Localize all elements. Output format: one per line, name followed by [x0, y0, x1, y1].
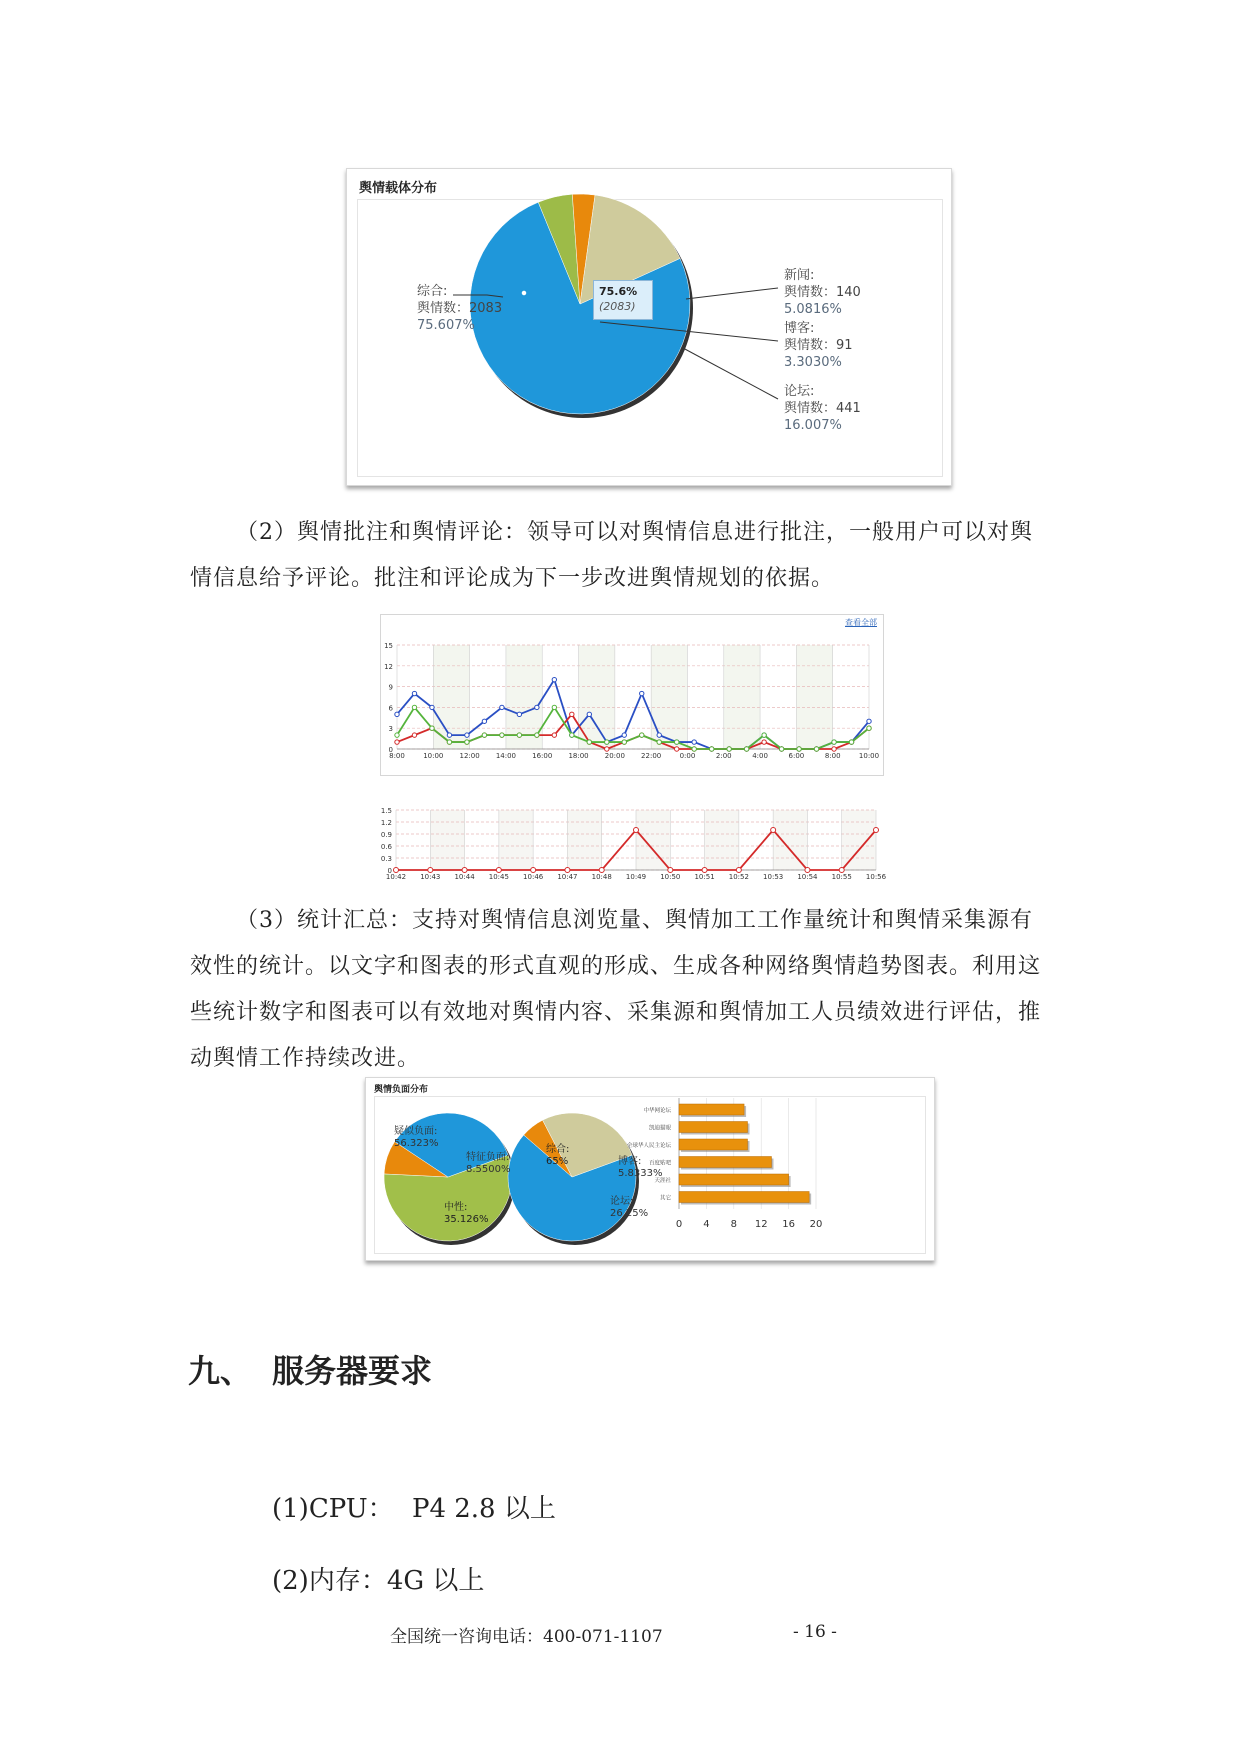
series-point — [634, 828, 639, 833]
plot-band — [773, 810, 807, 870]
slice-pct: 56.323% — [394, 1138, 439, 1149]
slice-label-zonghe — [417, 283, 502, 334]
section-title: 服务器要求 — [272, 1352, 433, 1390]
slice-name: 特征负面: — [466, 1152, 510, 1163]
plot-band — [533, 810, 567, 870]
slice-label-forum — [784, 383, 861, 434]
x-tick-label: 12:00 — [459, 752, 480, 760]
slice-pct: 26.25% — [610, 1208, 649, 1219]
x-tick-label: 10:50 — [660, 873, 681, 881]
series-point — [447, 733, 451, 737]
bar-x-tick-label: 20 — [809, 1219, 823, 1230]
view-all-link[interactable]: 查看全部 — [845, 618, 877, 627]
bar-x-tick-label: 16 — [782, 1219, 795, 1230]
plot-band — [687, 645, 723, 749]
page-number: - 16 - — [793, 1622, 837, 1642]
y-tick-label: 12 — [384, 662, 393, 671]
series-point — [412, 733, 416, 737]
slice-count: 舆情数：2083 — [417, 301, 503, 316]
series-point — [500, 733, 504, 737]
series-point — [500, 705, 504, 709]
series-point — [395, 740, 399, 744]
series-point — [482, 733, 486, 737]
requirement-memory — [272, 1560, 484, 1597]
x-tick-label: 18:00 — [568, 752, 589, 760]
y-tick-label: 0.6 — [380, 843, 392, 851]
series-point — [867, 726, 871, 730]
x-tick-label: 4:00 — [752, 752, 768, 760]
slice-pct: 3.3030% — [784, 355, 842, 370]
series-point — [814, 747, 818, 751]
slice-pct: 5.0816% — [784, 302, 842, 317]
slice-label-blog — [784, 320, 853, 371]
slice-name: 博客: — [784, 321, 815, 336]
pie2-label-blog — [618, 1156, 663, 1180]
series-point — [702, 868, 707, 873]
section-heading — [188, 1346, 432, 1392]
slice-name: 博客: — [618, 1156, 642, 1167]
tooltip-percent: 75.6% — [599, 285, 638, 298]
bar-0 — [679, 1104, 744, 1115]
series-point — [640, 691, 644, 695]
requirement-value: P4 2.8 以上 — [411, 1494, 556, 1524]
plot-band — [615, 645, 651, 749]
y-tick-label: 9 — [388, 683, 393, 692]
plot-band — [842, 810, 876, 870]
bar-x-tick-label: 4 — [703, 1219, 710, 1230]
carrier-distribution-panel — [346, 168, 952, 486]
slice-name: 中性: — [444, 1202, 468, 1213]
series-point — [517, 712, 521, 716]
series-point — [531, 868, 536, 873]
series-point — [395, 712, 399, 716]
series-point — [535, 733, 539, 737]
slice-name: 综合: — [546, 1144, 570, 1155]
x-tick-label: 16:00 — [532, 752, 553, 760]
x-tick-label: 10:49 — [625, 873, 647, 881]
paragraph-statistics — [190, 898, 1052, 1082]
series-point — [727, 747, 731, 751]
series-point — [805, 868, 810, 873]
negative-distribution-title: 舆情负面分布 — [374, 1085, 429, 1095]
x-tick-label: 10:54 — [797, 873, 818, 881]
x-tick-label: 10:43 — [420, 873, 441, 881]
series-point — [412, 691, 416, 695]
y-tick-label: 6 — [388, 704, 393, 713]
plot-band — [796, 645, 832, 749]
plot-band — [465, 810, 499, 870]
series-point — [832, 740, 836, 744]
plot-band — [739, 810, 773, 870]
plot-band — [602, 810, 636, 870]
x-tick-label: 10:53 — [763, 873, 784, 881]
minute-line-chart — [380, 796, 887, 881]
negative-distribution-panel — [365, 1077, 935, 1261]
series-point — [849, 740, 853, 744]
footer-contact: 全国统一咨询电话：400-071-1107 — [390, 1627, 663, 1647]
slice-name: 论坛: — [610, 1196, 634, 1207]
bar-category-label: 凯迪猫眼 — [648, 1125, 671, 1132]
series-point — [395, 733, 399, 737]
requirement-cpu — [272, 1488, 556, 1525]
bar-x-tick-label: 8 — [730, 1219, 737, 1230]
x-tick-label: 10:42 — [385, 873, 407, 881]
slice-pct: 35.126% — [444, 1214, 489, 1225]
bar-category-label: 全球华人民主论坛 — [626, 1143, 671, 1149]
series-point — [587, 740, 591, 744]
pie1-label-feature — [466, 1152, 511, 1176]
series-point — [552, 677, 556, 681]
series-point — [771, 828, 776, 833]
slice-pct: 65% — [546, 1156, 569, 1167]
plot-band — [705, 810, 739, 870]
series-point — [675, 740, 679, 744]
series-point — [762, 740, 766, 744]
x-tick-label: 8:00 — [389, 752, 405, 760]
bar-2 — [679, 1139, 748, 1150]
plot-band — [430, 810, 464, 870]
x-tick-label: 10:45 — [488, 873, 509, 881]
series-point — [762, 733, 766, 737]
y-tick-label: 0 — [388, 746, 393, 754]
y-tick-label: 0.9 — [380, 831, 392, 839]
series-point — [482, 719, 486, 723]
bar-x-tick-label: 0 — [675, 1219, 683, 1230]
plot-band — [396, 810, 430, 870]
series-point — [552, 705, 556, 709]
requirement-label: (2)内存： — [272, 1566, 387, 1596]
bar-3 — [679, 1157, 771, 1168]
series-point — [430, 705, 434, 709]
x-tick-label: 10:00 — [858, 752, 880, 760]
plot-band — [724, 645, 760, 749]
series-point — [412, 705, 416, 709]
pie2-label-zonghe — [546, 1144, 569, 1168]
slice-pct: 8.5500% — [466, 1164, 511, 1175]
slice-count: 舆情数：140 — [784, 285, 861, 300]
series-point — [657, 740, 661, 744]
series-point — [692, 740, 696, 744]
y-tick-label: 0.3 — [380, 855, 392, 863]
series-point — [465, 733, 469, 737]
paragraph-text: （2）舆情批注和舆情评论：领导可以对舆情信息进行批注，一般用户可以对舆情信息给予评论。批注和评论成为下一步改进舆情规划的依据。 — [190, 520, 1033, 591]
plot-band — [499, 810, 533, 870]
series-point — [657, 733, 661, 737]
y-tick-label: 0 — [387, 867, 392, 875]
leader-line-news — [686, 288, 778, 299]
x-tick-label: 10:47 — [557, 873, 578, 881]
slice-pct: 5.8333% — [618, 1168, 663, 1179]
series-point — [552, 733, 556, 737]
series-point — [797, 747, 801, 751]
minute-chart-panel — [380, 796, 887, 881]
paragraph-text: （3）统计汇总：支持对舆情信息浏览量、舆情加工工作量统计和舆情采集源有效性的统计。以文字和图表的形式直观的形成、生成各种网络舆情趋势图表。利用这些统计数字和图表可以有效地对舆情内容、采集源和舆情加工人员绩效进行评估，推动舆情工作持续改进。 — [190, 908, 1042, 1071]
x-tick-label: 10:48 — [591, 873, 612, 881]
bar-category-label: 百度贴吧 — [648, 1160, 671, 1167]
series-point — [496, 868, 501, 873]
series-point — [428, 868, 433, 873]
y-tick-label: 1.5 — [380, 807, 392, 815]
series-point — [465, 740, 469, 744]
slice-pct: 16.007% — [784, 418, 842, 433]
series-point — [709, 747, 713, 751]
plot-band — [807, 810, 841, 870]
paragraph-annotation — [190, 510, 1052, 602]
series-point — [622, 733, 626, 737]
series-point — [605, 740, 609, 744]
bar-category-label: 其它 — [659, 1195, 671, 1202]
slice-name: 综合: — [417, 284, 448, 299]
slice-name: 论坛: — [784, 384, 815, 399]
x-tick-label: 10:00 — [423, 752, 444, 760]
x-tick-label: 0:00 — [679, 752, 696, 760]
slice-label-news — [784, 267, 861, 318]
slice-name: 疑似负面: — [394, 1126, 438, 1137]
series-point — [394, 868, 399, 873]
series-point — [839, 868, 844, 873]
slice-count: 舆情数：441 — [784, 401, 861, 416]
x-tick-label: 20:00 — [604, 752, 625, 760]
pie1-label-neutral — [444, 1202, 489, 1226]
series-point — [874, 828, 879, 833]
series-point — [535, 705, 539, 709]
pie1-label-suspected — [394, 1126, 439, 1150]
bar-1 — [679, 1122, 748, 1133]
plot-band — [670, 810, 704, 870]
slice-name: 新闻: — [784, 268, 815, 283]
series-point — [517, 733, 521, 737]
series-point — [570, 712, 574, 716]
y-tick-label: 15 — [384, 642, 393, 650]
series-point — [587, 712, 591, 716]
y-tick-label: 3 — [388, 725, 393, 734]
plot-band — [567, 810, 601, 870]
series-point — [867, 719, 871, 723]
bar-4 — [679, 1174, 789, 1185]
bar-x-tick-label: 12 — [754, 1219, 768, 1230]
pie2-label-forum — [610, 1196, 648, 1220]
x-tick-label: 6:00 — [788, 752, 805, 760]
x-tick-label: 8:00 — [824, 752, 841, 760]
series-point — [832, 747, 836, 751]
series-point — [462, 868, 467, 873]
plot-band — [651, 645, 687, 749]
x-tick-label: 22:00 — [641, 752, 662, 760]
bar-category-label: 天涯社 — [654, 1178, 671, 1184]
x-tick-label: 10:52 — [728, 873, 749, 881]
series-point — [605, 747, 609, 751]
carrier-distribution-title: 舆情载体分布 — [359, 181, 438, 196]
leader-line-forum — [683, 348, 778, 399]
series-point — [736, 868, 741, 873]
section-number: 九、 — [188, 1352, 253, 1390]
slice-count: 舆情数：91 — [784, 338, 853, 353]
series-point — [447, 740, 451, 744]
slice-pct: 75.607% — [417, 318, 475, 333]
series-point — [570, 733, 574, 737]
trend-line-chart — [381, 615, 883, 775]
series-point — [668, 868, 673, 873]
x-tick-label: 10:46 — [523, 873, 544, 881]
series-point — [640, 733, 644, 737]
x-tick-label: 10:44 — [454, 873, 475, 881]
x-tick-label: 10:55 — [831, 873, 852, 881]
series-point — [565, 868, 570, 873]
pie-tooltip — [593, 280, 653, 320]
requirement-value: 4G 以上 — [386, 1566, 485, 1596]
series-point — [692, 747, 696, 751]
trend-chart-panel — [380, 614, 884, 776]
x-tick-label: 10:56 — [865, 873, 887, 881]
pie-hover-marker — [521, 290, 527, 296]
series-point — [675, 747, 679, 751]
series-point — [430, 726, 434, 730]
x-tick-label: 2:00 — [715, 752, 732, 760]
bar-category-label: 中华网论坛 — [643, 1108, 671, 1114]
bar-5 — [679, 1192, 809, 1203]
plot-band — [636, 810, 670, 870]
series-point — [744, 747, 748, 751]
y-tick-label: 1.2 — [380, 819, 392, 827]
tooltip-count: (2083) — [599, 300, 636, 313]
series-point — [599, 868, 604, 873]
requirement-label: (1)CPU： — [272, 1494, 394, 1524]
x-tick-label: 10:51 — [694, 873, 715, 881]
series-point — [622, 740, 626, 744]
series-point — [779, 747, 783, 751]
x-tick-label: 14:00 — [495, 752, 517, 760]
